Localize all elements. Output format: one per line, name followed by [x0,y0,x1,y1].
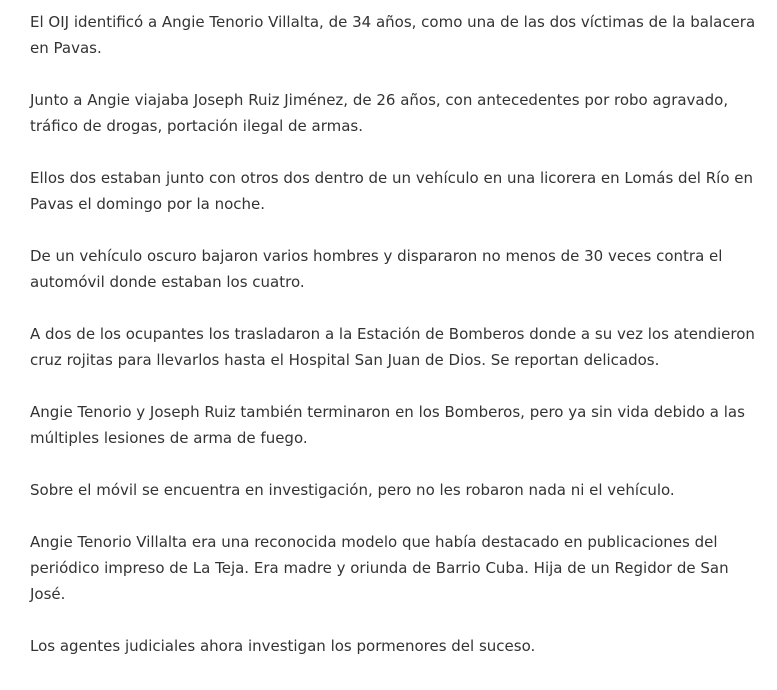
article-body [30,9,765,659]
article-paragraph: Angie Tenorio y Joseph Ruiz también terminaron en los Bomberos, pero ya sin vida debido a las múltiples lesiones de arma de fuego. [30,403,745,447]
article-paragraph: A dos de los ocupantes los trasladaron a la Estación de Bomberos donde a su vez los atendieron cruz rojitas para llevarlos hasta el Hospital San Juan de Dios. Se reportan delicados. [30,325,755,369]
article-paragraph: De un vehículo oscuro bajaron varios hombres y dispararon no menos de 30 veces contra el automóvil donde estaban los cuatro. [30,247,723,291]
article-paragraph: Ellos dos estaban junto con otros dos dentro de un vehículo en una licorera en Lomás del Río en Pavas el domingo por la noche. [30,169,754,213]
article-paragraph: El OIJ identificó a Angie Tenorio Villalta, de 34 años, como una de las dos víctimas de la balacera en Pavas. [30,13,756,57]
article-paragraph: Junto a Angie viajaba Joseph Ruiz Jiménez, de 26 años, con antecedentes por robo agravado, tráfico de drogas, portación ilegal de armas. [30,91,729,135]
article-paragraph: Los agentes judiciales ahora investigan los pormenores del suceso. [30,637,536,655]
article-paragraph: Sobre el móvil se encuentra en investigación, pero no les robaron nada ni el vehículo. [30,481,675,499]
article-paragraph: Angie Tenorio Villalta era una reconocida modelo que había destacado en publicaciones del periódico impreso de La Teja. Era madre y oriunda de Barrio Cuba. Hija de un Regidor de San José. [30,533,729,603]
